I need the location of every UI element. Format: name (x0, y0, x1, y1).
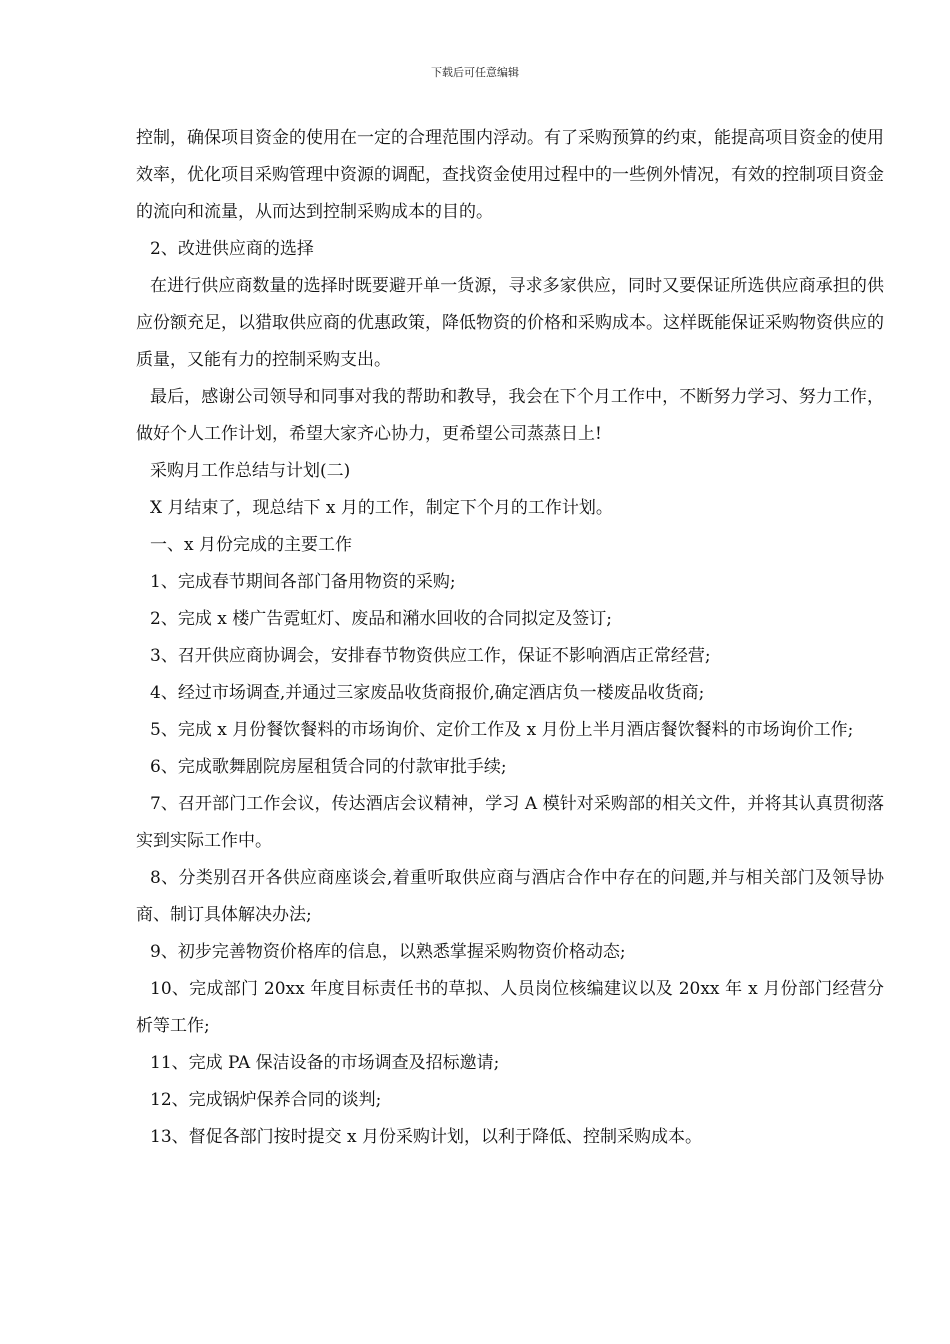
list-item: 11、完成 PA 保洁设备的市场调查及招标邀请; (150, 1053, 500, 1073)
list-item: 1、完成春节期间各部门备用物资的采购; (150, 572, 456, 592)
paragraph-intro: X 月结束了，现总结下 x 月的工作，制定下个月的工作计划。 (150, 498, 613, 518)
section-title: 采购月工作总结与计划(二) (150, 461, 351, 481)
list-item: 9、初步完善物资价格库的信息，以熟悉掌握采购物资价格动态; (150, 942, 626, 962)
page-header: 下载后可任意编辑 (431, 66, 519, 79)
list-item: 7、召开部门工作会议，传达酒店会议精神，学习 A 模针对采购部的相关文件，并将其认真贯彻落实到实际工作中。 (136, 794, 884, 851)
list-item: 12、完成锅炉保养合同的谈判; (150, 1090, 382, 1110)
paragraph-supplier-selection: 在进行供应商数量的选择时既要避开单一货源，寻求多家供应，同时又要保证所选供应商承担的供应份额充足，以猎取供应商的优惠政策，降低物资的价格和采购成本。这样既能保证采购物资供应的质量，又能有力的控制采购支出。 (136, 276, 884, 370)
list-item: 4、经过市场调查,并通过三家废品收货商报价,确定酒店负一楼废品收货商; (150, 683, 705, 703)
heading-improve-supplier-selection: 2、改进供应商的选择 (150, 239, 314, 259)
list-item: 2、完成 x 楼广告霓虹灯、废品和潲水回收的合同拟定及签订; (150, 609, 612, 629)
paragraph-closing-thanks: 最后，感谢公司领导和同事对我的帮助和教导，我会在下个月工作中，不断努力学习、努力工作，做好个人工作计划，希望大家齐心协力，更希望公司蒸蒸日上! (136, 387, 884, 444)
list-item: 5、完成 x 月份餐饮餐料的市场询价、定价工作及 x 月份上半月酒店餐饮餐料的市场询价工作; (150, 720, 854, 740)
list-item: 3、召开供应商协调会，安排春节物资供应工作，保证不影响酒店正常经营; (150, 646, 711, 666)
paragraph-budget-control: 控制，确保项目资金的使用在一定的合理范围内浮动。有了采购预算的约束，能提高项目资金的使用效率，优化项目采购管理中资源的调配，查找资金使用过程中的一些例外情况，有效的控制项目资金的流向和流量，从而达到控制采购成本的目的。 (136, 128, 884, 222)
document-body (136, 120, 884, 1156)
list-item: 13、督促各部门按时提交 x 月份采购计划，以利于降低、控制采购成本。 (150, 1127, 703, 1147)
heading-main-work: 一、x 月份完成的主要工作 (150, 535, 352, 555)
list-item: 10、完成部门 20xx 年度目标责任书的草拟、人员岗位核编建议以及 20xx 年 x 月份部门经营分析等工作; (136, 979, 884, 1036)
list-item: 8、分类别召开各供应商座谈会,着重听取供应商与酒店合作中存在的问题,并与相关部门及领导协商、制订具体解决办法; (136, 868, 884, 925)
list-item: 6、完成歌舞剧院房屋租赁合同的付款审批手续; (150, 757, 507, 777)
